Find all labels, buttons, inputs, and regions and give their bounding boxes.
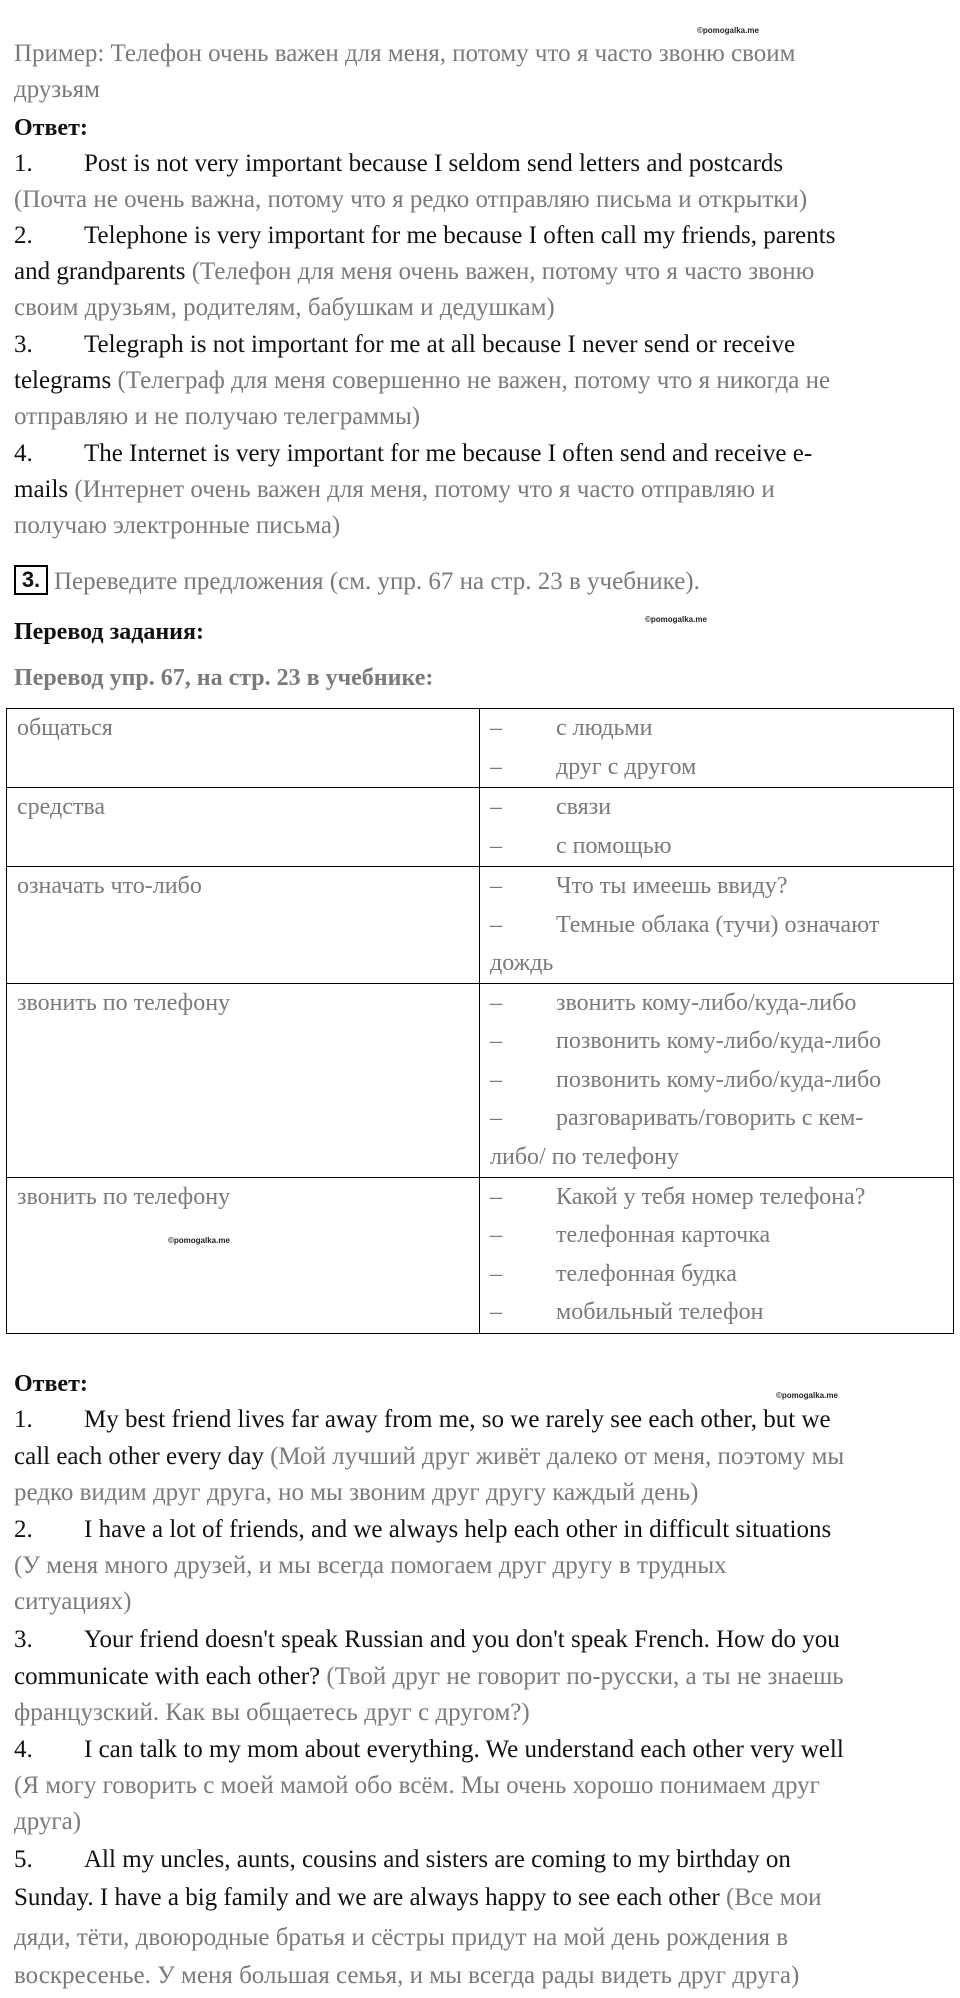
phrase-line: [490, 788, 947, 827]
item-number: 2.: [14, 222, 33, 249]
phrase-line: [490, 709, 947, 748]
dash: –: [490, 1028, 502, 1054]
english-text: I have a lot of friends, and we always help each other in difficult situations: [84, 1516, 832, 1543]
english-text: Post is not very important because I seldom send letters and postcards: [84, 150, 784, 177]
task-heading: [14, 564, 700, 600]
phrase-line: [490, 1216, 947, 1255]
english-text: The Internet is very important for me because I often send and receive e-: [84, 440, 813, 467]
answer-line: [14, 1402, 831, 1438]
english-text: I can talk to my mom about everything. We understand each other very well: [84, 1736, 844, 1763]
phrase-text: телефонная будка: [556, 1260, 737, 1287]
table-row: [7, 867, 954, 984]
answer-line: [14, 1512, 831, 1548]
phrase-text: Что ты имеешь ввиду?: [556, 873, 788, 899]
table-cell-phrases: [480, 1177, 954, 1333]
russian-translation: (Почта не очень важна, потому что я редко отправляю письма и открытки): [14, 186, 808, 213]
term-text: звонить по телефону: [17, 989, 231, 1016]
english-text: communicate with each other?: [14, 1663, 321, 1690]
item-number: 3.: [14, 1626, 33, 1653]
phrase-line: [490, 1022, 947, 1061]
answer-line: [14, 254, 814, 290]
english-text: Telephone is very important for me because I often call my friends, parents: [84, 222, 836, 249]
item-number: 4.: [14, 1736, 33, 1763]
answer-line: [14, 436, 812, 472]
phrase-line: [490, 867, 947, 906]
phrase-line: [490, 1178, 947, 1217]
term-text: звонить по телефону: [17, 1183, 231, 1210]
russian-translation: (Мой лучший друг живёт далеко от меня, поэтому мы: [270, 1443, 845, 1470]
russian-translation: (Я могу говорить с моей мамой обо всём. Мы очень хорошо понимаем друг: [14, 1772, 820, 1799]
table-cell-term: [7, 1177, 480, 1333]
watermark: ©pomogalka.me: [776, 1391, 838, 1400]
phrase-line: [490, 748, 947, 787]
phrase-text: мобильный телефон: [556, 1299, 764, 1325]
task-number-box: 3.: [14, 565, 48, 595]
watermark: ©pomogalka.me: [697, 26, 759, 35]
watermark: ©pomogalka.me: [168, 1236, 230, 1245]
dash: –: [490, 794, 502, 820]
phrase-line: [490, 827, 947, 866]
table-cell-phrases: [480, 788, 954, 867]
answer-line: [14, 1732, 844, 1768]
translation-label: Перевод задания:: [14, 619, 204, 645]
table-row: [7, 983, 954, 1177]
dash: –: [490, 753, 502, 780]
answer-line: [14, 1622, 840, 1658]
table-row: [7, 1177, 954, 1333]
dash: –: [490, 1260, 502, 1287]
example-line: друзьям: [14, 76, 100, 103]
item-number: 1.: [14, 1406, 33, 1433]
russian-translation: французский. Как вы общаетесь друг с другом?): [14, 1699, 530, 1726]
phrase-line: [490, 1293, 947, 1332]
russian-translation: редко видим друг друга, но мы звоним друг другу каждый день): [14, 1479, 699, 1506]
phrase-text: либо/ по телефону: [490, 1143, 679, 1170]
russian-translation: воскресенье. У меня большая семья, и мы всегда рады видеть друг друга): [14, 1962, 800, 1989]
item-number: 1.: [14, 150, 33, 177]
phrase-line: [490, 984, 947, 1023]
table-cell-phrases: [480, 709, 954, 788]
dash: –: [490, 832, 502, 859]
answer-label: Ответ:: [14, 1371, 88, 1397]
dash: –: [490, 989, 502, 1016]
phrase-text: с людьми: [556, 715, 653, 741]
phrase-line: [490, 906, 947, 945]
english-text: mails: [14, 476, 69, 503]
table-cell-phrases: [480, 867, 954, 984]
english-text: and grandparents: [14, 258, 186, 285]
item-number: 2.: [14, 1516, 33, 1543]
russian-translation: отправляю и не получаю телеграммы): [14, 403, 421, 430]
phrase-line: [490, 1061, 947, 1100]
phrase-text: позвонить кому-либо/куда-либо: [556, 1066, 882, 1093]
english-text: Sunday. I have a big family and we are always happy to see each other: [14, 1884, 720, 1911]
phrase-text: Какой у тебя номер телефона?: [556, 1183, 866, 1210]
russian-translation: (Все мои: [726, 1884, 822, 1911]
phrase-line: [490, 1255, 947, 1294]
russian-translation: (Телеграф для меня совершенно не важен, потому что я никогда не: [117, 367, 831, 394]
phrase-line: [490, 1138, 947, 1177]
phrase-text: связи: [556, 794, 612, 820]
russian-translation: получаю электронные письма): [14, 512, 341, 539]
item-number: 5.: [14, 1846, 33, 1873]
example-line: Пример: Телефон очень важен для меня, потому что я часто звоню своим: [14, 40, 796, 67]
phrase-line: [490, 944, 947, 983]
russian-translation: друга): [14, 1808, 82, 1835]
answer-line: [14, 1842, 791, 1878]
russian-translation: дяди, тёти, двоюродные братья и сёстры придут на мой день рождения в: [14, 1924, 789, 1951]
answer-line: [14, 1880, 821, 1916]
dash: –: [490, 1183, 502, 1210]
table-cell-term: [7, 983, 480, 1177]
dash: –: [490, 1222, 502, 1248]
russian-translation: (Твой друг не говорит по-русски, а ты не знаешь: [326, 1663, 844, 1690]
answer-label: Ответ:: [14, 115, 88, 141]
table-cell-term: [7, 788, 480, 867]
russian-translation: (Интернет очень важен для меня, потому что я часто отправляю и: [74, 476, 775, 503]
phrase-text: дождь: [490, 950, 554, 976]
phrase-text: с помощью: [556, 832, 672, 859]
phrase-text: позвонить кому-либо/куда-либо: [556, 1028, 882, 1054]
item-number: 4.: [14, 440, 33, 467]
item-number: 3.: [14, 331, 33, 358]
answer-line: [14, 472, 775, 508]
russian-translation: (У меня много друзей, и мы всегда помогаем друг другу в трудных: [14, 1552, 727, 1579]
english-text: Telegraph is not important for me at all because I never send or receive: [84, 331, 796, 358]
answer-line: [14, 218, 835, 254]
english-text: telegrams: [14, 367, 112, 394]
term-text: общаться: [17, 715, 113, 741]
task-text: Переведите предложения (см. упр. 67 на стр. 23 в учебнике).: [54, 568, 700, 595]
dash: –: [490, 1105, 502, 1131]
phrase-text: звонить кому-либо/куда-либо: [556, 989, 857, 1016]
russian-translation: своим друзьям, родителям, бабушкам и дедушкам): [14, 294, 555, 321]
table-row: [7, 788, 954, 867]
dash: –: [490, 911, 502, 938]
dash: –: [490, 715, 502, 741]
phrase-text: друг с другом: [556, 753, 697, 780]
term-text: средства: [17, 794, 106, 820]
phrase-text: телефонная карточка: [556, 1222, 771, 1248]
phrase-text: Темные облака (тучи) означают: [556, 911, 880, 938]
russian-translation: ситуациях): [14, 1588, 132, 1615]
watermark: ©pomogalka.me: [645, 615, 707, 624]
answer-line: [14, 363, 830, 399]
english-text: Your friend doesn't speak Russian and you don't speak French. How do you: [84, 1626, 840, 1653]
phrase-line: [490, 1099, 947, 1138]
answer-line: [14, 327, 795, 363]
exercise-label: Перевод упр. 67, на стр. 23 в учебнике:: [14, 665, 434, 691]
phrase-text: разговаривать/говорить с кем-: [556, 1105, 864, 1131]
english-text: call each other every day: [14, 1443, 264, 1470]
russian-translation: (Телефон для меня очень важен, потому что я часто звоню: [191, 258, 815, 285]
answer-line: [14, 1439, 844, 1475]
answer-line: [14, 1659, 844, 1695]
table-cell-phrases: [480, 983, 954, 1177]
answer-line: [14, 146, 783, 182]
dash: –: [490, 873, 502, 899]
table-row: [7, 709, 954, 788]
english-text: All my uncles, aunts, cousins and sisters are coming to my birthday on: [84, 1846, 791, 1873]
term-text: означать что-либо: [17, 873, 202, 899]
table-cell-term: [7, 867, 480, 984]
english-text: My best friend lives far away from me, so we rarely see each other, but we: [84, 1406, 831, 1433]
vocabulary-table: [6, 708, 954, 1334]
dash: –: [490, 1299, 502, 1325]
table-cell-term: [7, 709, 480, 788]
dash: –: [490, 1066, 502, 1093]
